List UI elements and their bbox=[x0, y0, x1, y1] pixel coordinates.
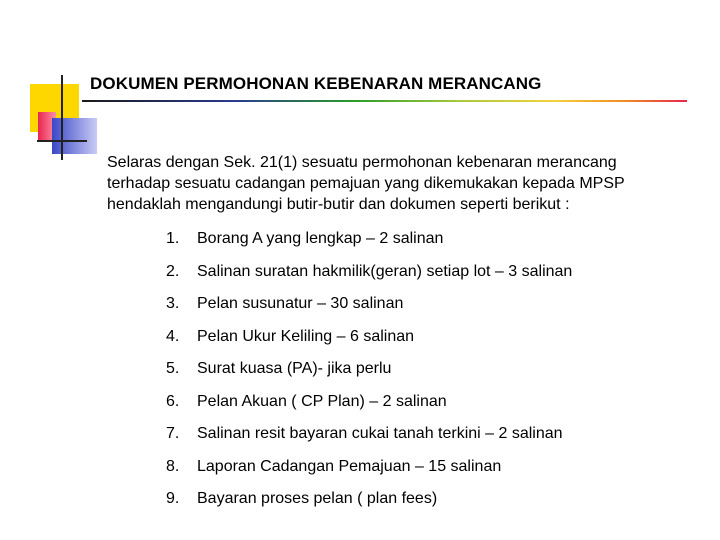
item-text: Bayaran proses pelan ( plan fees) bbox=[197, 490, 438, 507]
list-item bbox=[166, 328, 572, 361]
item-text: Laporan Cadangan Pemajuan – 15 salinan bbox=[197, 457, 502, 475]
item-number: 3. bbox=[166, 295, 180, 312]
item-number: 1. bbox=[166, 230, 180, 247]
list-item bbox=[166, 360, 572, 393]
item-text: Salinan resit bayaran cukai tanah terkini – 2 salinan bbox=[197, 425, 563, 442]
list-item bbox=[166, 490, 572, 523]
intro-line: hendaklah mengandungi butir-butir dan dokumen seperti berikut : bbox=[107, 196, 570, 213]
logo-horizontal-line bbox=[37, 140, 87, 142]
document-list bbox=[166, 230, 572, 523]
list-item bbox=[166, 393, 572, 426]
item-text: Surat kuasa (PA)- jika perlu bbox=[197, 360, 392, 377]
list-item bbox=[166, 263, 572, 296]
title-underline bbox=[82, 100, 687, 102]
item-text: Pelan susunatur – 30 salinan bbox=[197, 295, 404, 312]
list-item bbox=[166, 425, 572, 458]
list-item bbox=[166, 458, 572, 491]
item-text: Salinan suratan hakmilik(geran) setiap lot – 3 salinan bbox=[197, 262, 573, 280]
item-number: 4. bbox=[166, 327, 180, 345]
item-number: 9. bbox=[166, 490, 180, 507]
item-text: Pelan Ukur Keliling – 6 salinan bbox=[197, 327, 415, 345]
item-text: Borang A yang lengkap – 2 salinan bbox=[197, 230, 444, 247]
item-number: 8. bbox=[166, 457, 180, 475]
logo-vertical-line bbox=[61, 75, 63, 160]
intro-line: terhadap sesuatu cadangan pemajuan yang dikemukakan kepada MPSP bbox=[107, 175, 625, 192]
item-number: 5. bbox=[166, 360, 180, 377]
item-number: 2. bbox=[166, 262, 180, 280]
logo-blue-block bbox=[52, 118, 97, 154]
item-number: 6. bbox=[166, 392, 180, 410]
item-text: Pelan Akuan ( CP Plan) – 2 salinan bbox=[197, 392, 447, 410]
intro-line: Selaras dengan Sek. 21(1) sesuatu permohonan kebenaran merancang bbox=[107, 154, 617, 171]
slide-title: DOKUMEN PERMOHONAN KEBENARAN MERANCANG bbox=[90, 74, 542, 93]
list-item bbox=[166, 230, 572, 263]
item-number: 7. bbox=[166, 425, 180, 442]
intro-paragraph bbox=[107, 152, 687, 215]
list-item bbox=[166, 295, 572, 328]
